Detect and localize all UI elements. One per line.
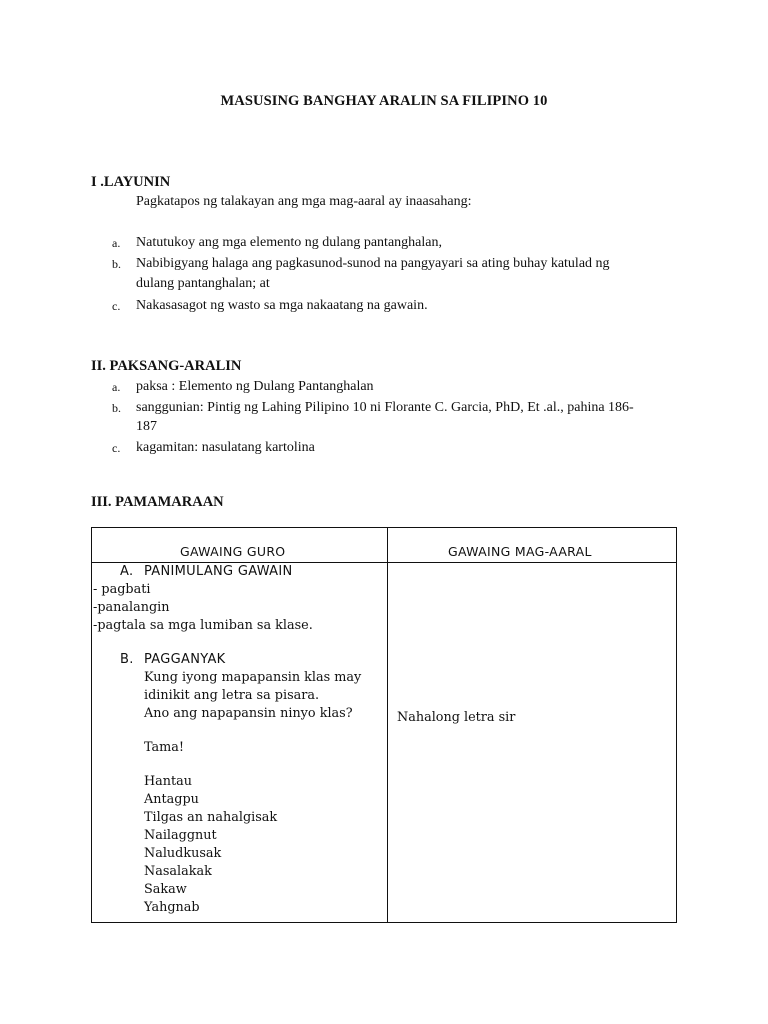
list-marker: a. xyxy=(112,236,121,250)
document-title: MASUSING BANGHAY ARALIN SA FILIPINO 10 xyxy=(220,93,548,109)
sanggunian-item: sanggunian: Pintig ng Lahing Pilipino 10 ni Florante C. Garcia, PhD, Et .al., pahina 186- xyxy=(136,400,634,415)
subsection-label: B. xyxy=(120,652,134,667)
scrambled-word: Sakaw xyxy=(144,882,187,897)
scrambled-word: Nasalakak xyxy=(144,864,212,879)
section-heading-pamamaraan: III. PAMAMARAAN xyxy=(91,494,224,510)
layunin-item: Nabibigyang halaga ang pagkasunod-sunod na pangyayari sa ating buhay katulad ng xyxy=(136,256,610,271)
list-marker: b. xyxy=(112,257,121,271)
layunin-item: Natutukoy ang mga elemento ng dulang pantanghalan, xyxy=(136,235,442,250)
scrambled-word: Yahgnab xyxy=(144,900,200,915)
mag-aaral-answer: Nahalong letra sir xyxy=(397,710,516,725)
list-marker: a. xyxy=(112,380,121,394)
guro-line: -pagtala sa mga lumiban sa klase. xyxy=(93,618,313,633)
guro-line: - pagbati xyxy=(93,582,151,597)
table-header-guro: GAWAING GURO xyxy=(180,544,286,559)
paksa-item: paksa : Elemento ng Dulang Pantanghalan xyxy=(136,379,374,394)
layunin-intro: Pagkatapos ng talakayan ang mga mag-aaral ay inaasahang: xyxy=(136,194,472,209)
subsection-title-panimulang-gawain: PANIMULANG GAWAIN xyxy=(144,564,293,579)
table-header-divider xyxy=(92,562,676,563)
guro-line: Kung iyong mapapansin klas may xyxy=(144,670,362,685)
guro-response: Tama! xyxy=(144,740,185,755)
table-column-divider xyxy=(387,528,388,922)
kagamitan-item: kagamitan: nasulatang kartolina xyxy=(136,440,315,455)
guro-line: Ano ang napapansin ninyo klas? xyxy=(144,706,353,721)
scrambled-word: Antagpu xyxy=(144,792,199,807)
subsection-title-pagganyak: PAGGANYAK xyxy=(144,652,226,667)
guro-line: idinikit ang letra sa pisara. xyxy=(144,688,320,703)
subsection-label: A. xyxy=(120,564,134,579)
scrambled-word: Hantau xyxy=(144,774,193,789)
scrambled-word: Nailaggnut xyxy=(144,828,217,843)
guro-line: -panalangin xyxy=(93,600,170,615)
table-header-mag-aaral: GAWAING MAG-AARAL xyxy=(448,544,592,559)
scrambled-word: Naludkusak xyxy=(144,846,222,861)
list-marker: c. xyxy=(112,299,121,313)
pamamaraan-table xyxy=(91,527,677,923)
list-marker: b. xyxy=(112,401,121,415)
sanggunian-item-continued: 187 xyxy=(136,419,157,434)
section-heading-paksang-aralin: II. PAKSANG-ARALIN xyxy=(91,358,242,374)
scrambled-word: Tilgas an nahalgisak xyxy=(144,810,278,825)
layunin-item-continued: dulang pantanghalan; at xyxy=(136,276,270,291)
list-marker: c. xyxy=(112,441,121,455)
section-heading-layunin: I .LAYUNIN xyxy=(91,174,171,190)
layunin-item: Nakasasagot ng wasto sa mga nakaatang na gawain. xyxy=(136,298,428,313)
